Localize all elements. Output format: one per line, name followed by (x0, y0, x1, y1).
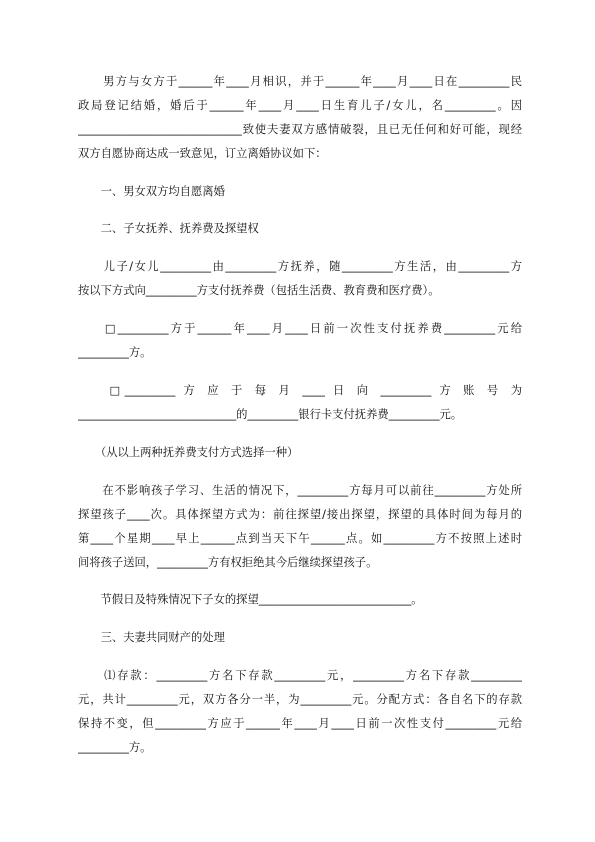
section-1-heading: 一、男女双方均自愿离婚 (78, 185, 225, 198)
deposits-line-2: 元，共计_________元，双方各分一半，为_________元。分配方式：各自名下的存款 (78, 693, 522, 706)
payment-choice-note: （从以上两种抚养费支付方式选择一种） (78, 446, 299, 459)
intro-line-1: 男方与女方于______年____月相识，并于______年____月____日在_________民 (78, 75, 522, 88)
payment-option-1-line-1: □_________方于______年____月____日前一次性支付抚养费_________元给 (78, 322, 522, 335)
intro-line-2: 政局登记结婚，婚后于______年____月____日生育儿子/女儿，名_________。因 (78, 99, 522, 112)
custody-line-2: 按以下方式向_________方支付抚养费（包括生活费、教育费和医疗费）。 (78, 284, 440, 297)
visitation-line-2: 探望孩子____次。具体探望方式为：前往探望/接出探望，探望的具体时间为每月的 (78, 508, 522, 521)
section-3-heading: 三、夫妻共同财产的处理 (78, 631, 225, 644)
payment-option-1-line-2: _________方。 (78, 346, 152, 359)
deposits-line-1: ⑴存款：_________方名下存款_________元，_________方名下存款_________ (78, 669, 522, 682)
section-2-heading: 二、子女抚养、抚养费及探望权 (78, 222, 259, 235)
deposits-line-3: 保持不变，但_________方应于______年____月____日前一次性支付_________元给 (78, 717, 522, 730)
deposits-line-4: _________方。 (78, 741, 152, 754)
payment-option-2-line-1: □_________ 方 应 于 每 月 ____ 日 向 _________ 方 账 号 为 (78, 384, 522, 397)
custody-line-1: 儿子/女儿_________由_________方抚养，随_________方生活，由_________方 (78, 260, 522, 273)
visitation-line-4: 间将孩子送回，_________方有权拒绝其今后继续探望孩子。 (78, 556, 378, 569)
intro-line-4: 双方自愿协商达成一致意见，订立离婚协议如下： (78, 147, 327, 160)
intro-line-3: _____________________________致使夫妻双方感情破裂，且已无任何和好可能，现经 (78, 123, 522, 136)
payment-option-2-line-2: ____________________________的_________银行卡支付抚养费_________元。 (78, 408, 463, 421)
visitation-line-3: 第____个星期____早上______点到当天下午______点。如_________方不按照上述时 (78, 532, 522, 545)
visitation-line-1: 在不影响孩子学习、生活的情况下，_________方每月可以前往_________方处所 (78, 484, 522, 497)
holiday-visitation: 节假日及特殊情况下子女的探望___________________________。 (78, 593, 423, 606)
